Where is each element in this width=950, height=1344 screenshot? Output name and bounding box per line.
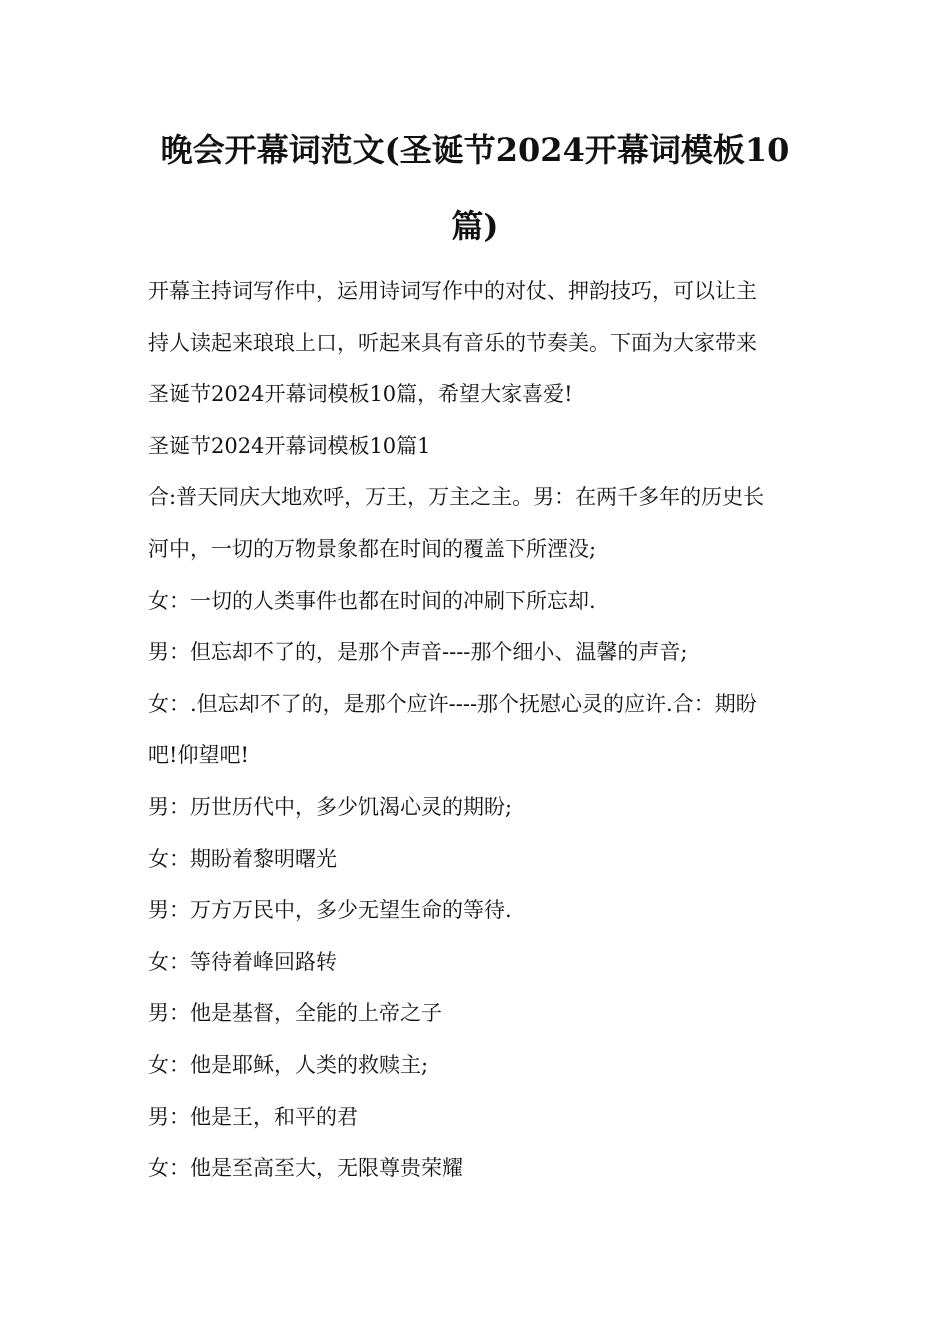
- title-line: 篇): [451, 207, 499, 245]
- body-line: 女：他是至高至大，无限尊贵荣耀: [148, 1156, 463, 1181]
- title-line: 晚会开幕词范文(圣诞节2024开幕词模板10: [160, 131, 790, 169]
- body-line: 圣诞节2024开幕词模板10篇，希望大家喜爱!: [148, 382, 573, 407]
- body-line: 男：他是王，和平的君: [148, 1104, 358, 1129]
- body-line: 男：万方万民中，多少无望生命的等待.: [148, 898, 512, 923]
- body-line: 女：一切的人类事件也都在时间的冲刷下所忘却.: [148, 588, 596, 613]
- body-line: 开幕主持词写作中，运用诗词写作中的对仗、押韵技巧，可以让主: [148, 279, 757, 303]
- body-line: 女：等待着峰回路转: [148, 949, 337, 974]
- body-line: 男：但忘却不了的，是那个声音----那个细小、温馨的声音;: [148, 640, 688, 665]
- body-line: 河中，一切的万物景象都在时间的覆盖下所湮没;: [148, 536, 597, 561]
- body-line: 合:普天同庆大地欢呼，万王，万主之主。男：在两千多年的历史长: [148, 485, 765, 510]
- body-line: 男：他是基督，全能的上帝之子: [148, 1001, 442, 1026]
- body-line: 男：历世历代中，多少饥渴心灵的期盼;: [148, 794, 513, 819]
- document-body: [148, 266, 808, 1195]
- document-title: [150, 112, 800, 264]
- body-line: 女：他是耶稣，人类的救赎主;: [148, 1052, 429, 1077]
- body-line: 持人读起来琅琅上口，听起来具有音乐的节奏美。下面为大家带来: [148, 330, 757, 355]
- section-heading: 圣诞节2024开幕词模板10篇1: [148, 433, 431, 458]
- body-line: 吧!仰望吧!: [148, 743, 249, 768]
- body-line: 女：期盼着黎明曙光: [148, 846, 337, 871]
- body-line: 女：.但忘却不了的，是那个应许----那个抚慰心灵的应许.合：期盼: [148, 691, 757, 716]
